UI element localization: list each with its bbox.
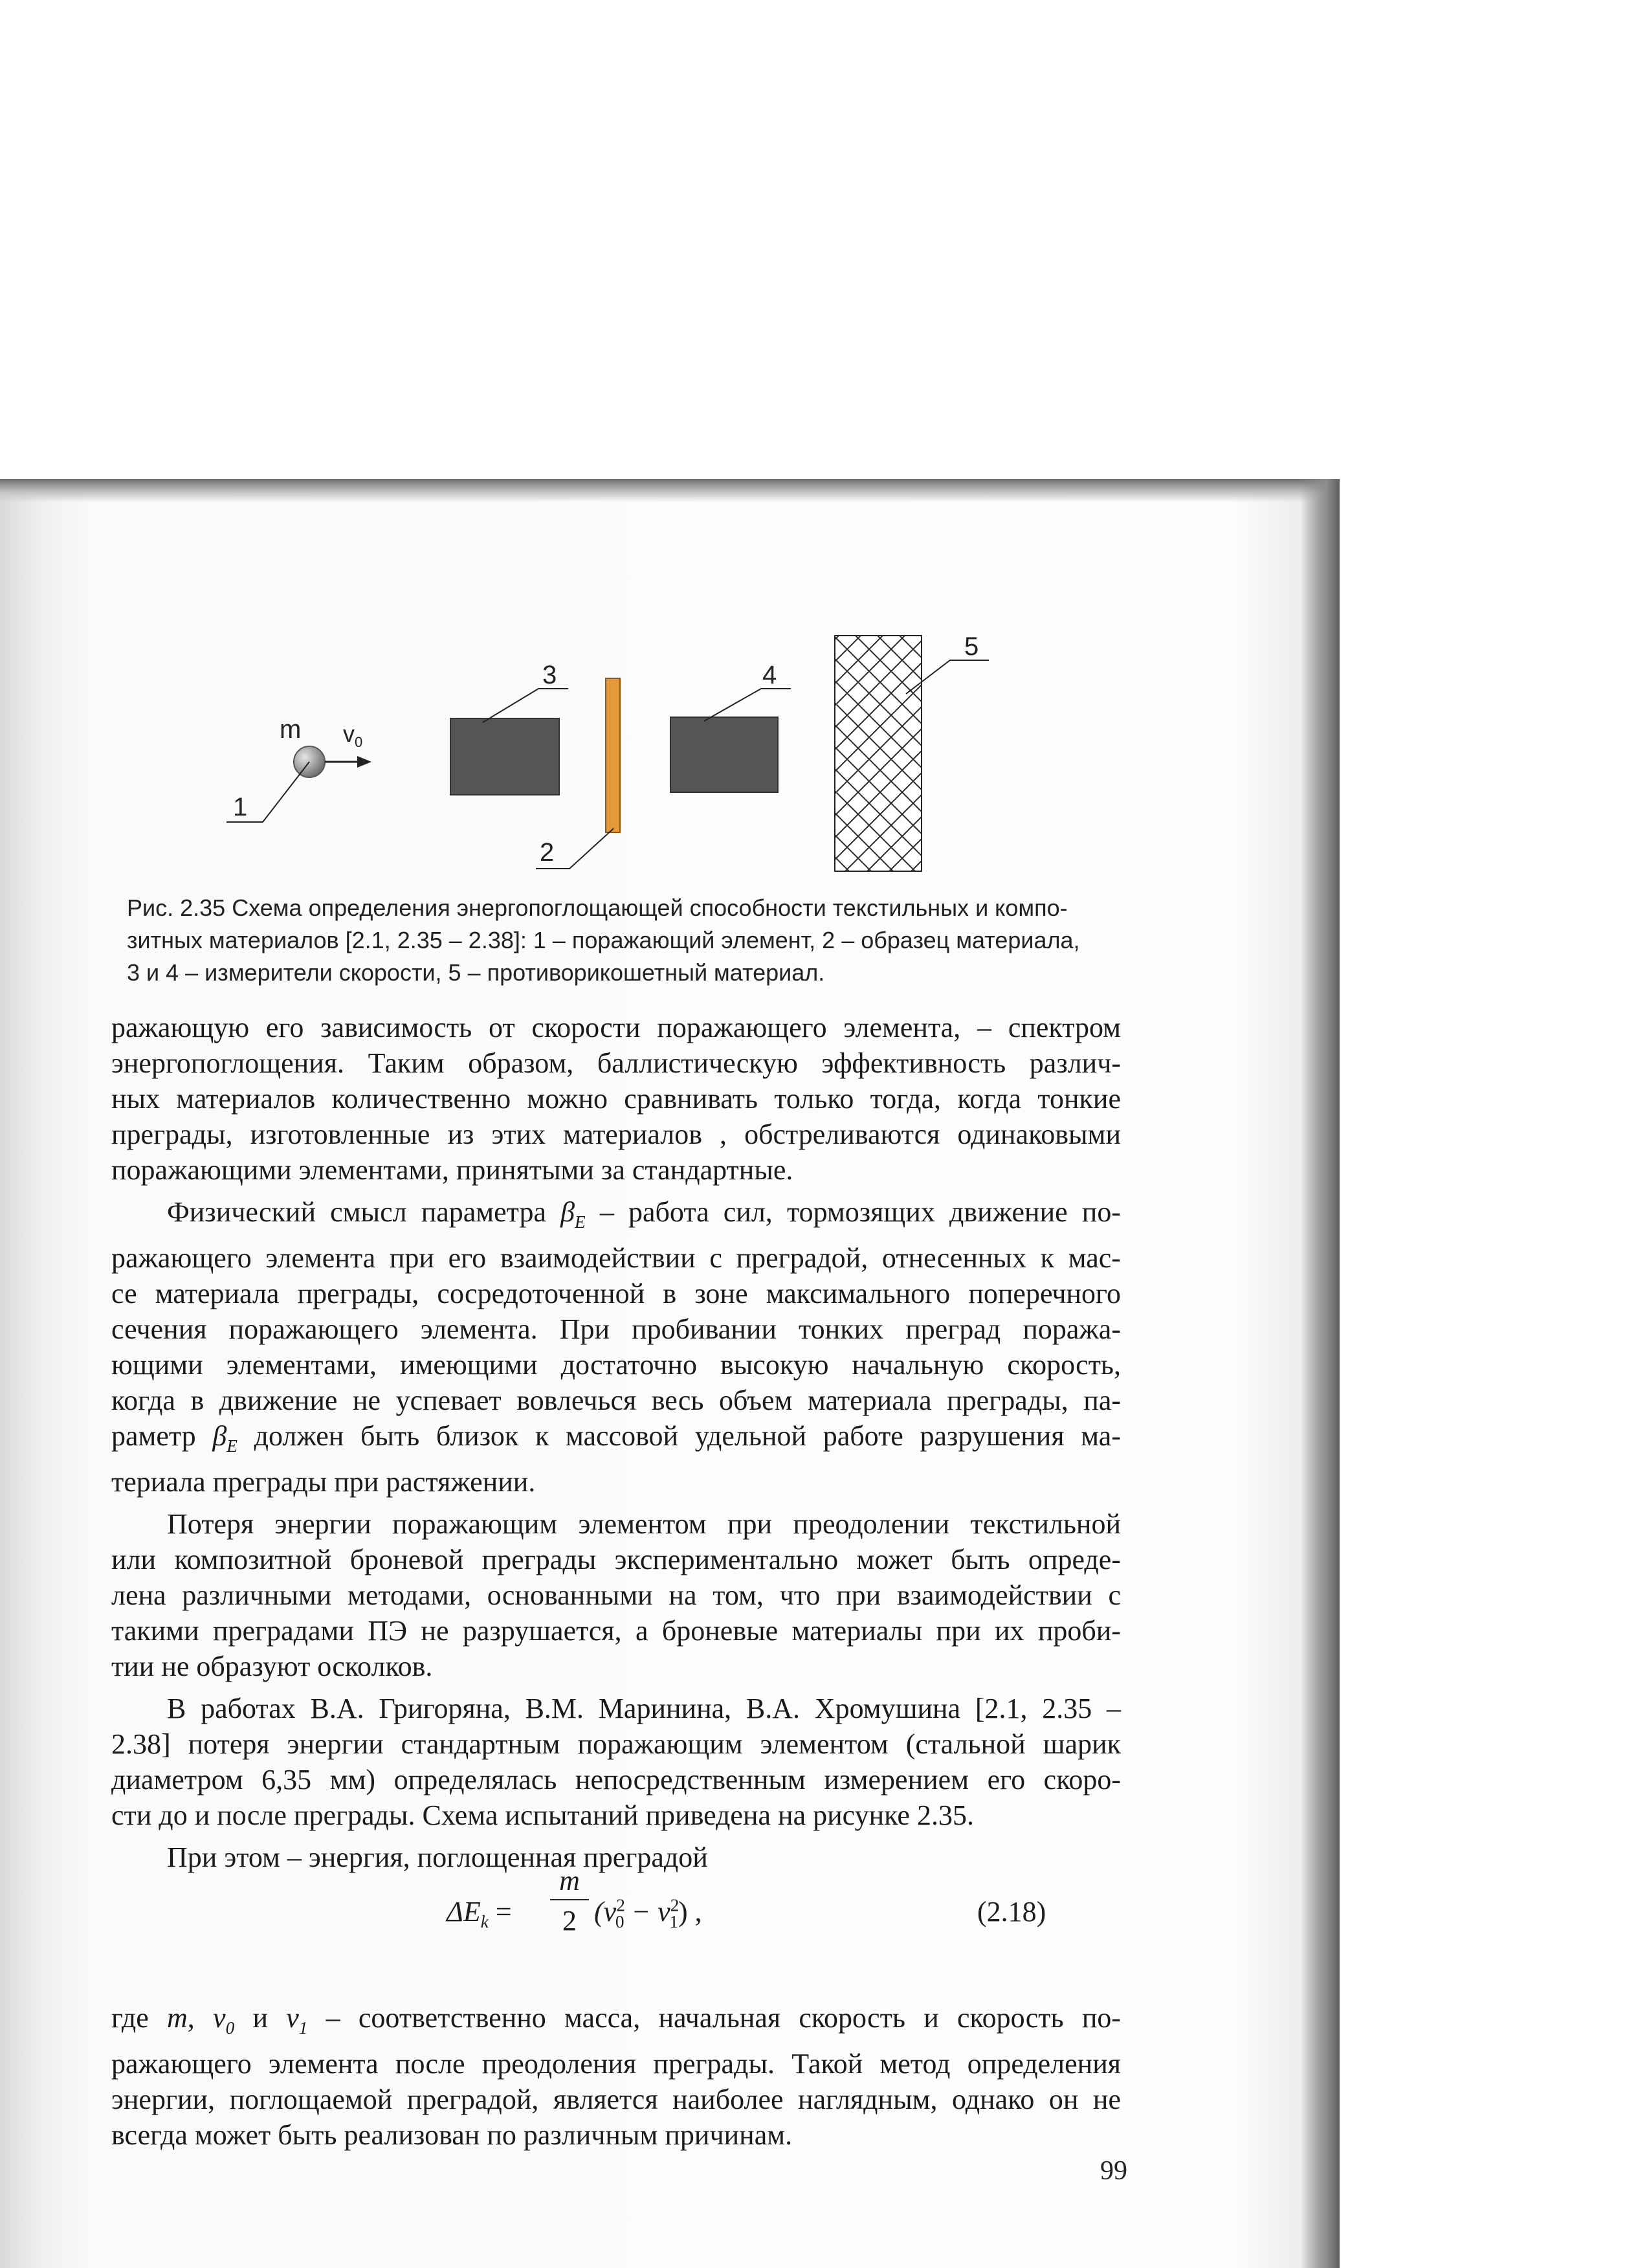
velocity-label: $v_0$ <box>343 720 363 750</box>
beta-symbol: $\beta_E$ <box>560 1196 586 1232</box>
label-5: 5 <box>964 632 979 661</box>
text-line: диаметром 6,35 мм) определялась непосредственным измерением его скоро- <box>111 1763 1121 1796</box>
text-line: ражающего элемента после преодоления преграды. Такой метод определения <box>111 2047 1121 2080</box>
text-line: ражающую его зависимость от скорости поражающего элемента, – спектром <box>111 1012 1121 1043</box>
text-line: сечения поражающего элемента. При пробивании тонких преград поража- <box>111 1313 1121 1345</box>
text-line: сти до и после преграды. Схема испытаний приведена на рисунке 2.35. <box>111 1799 974 1831</box>
speed-meter-4 <box>670 717 778 792</box>
text-line: ющими элементами, имеющими достаточно высокую начальную скорость, <box>111 1348 1121 1381</box>
label-3: 3 <box>542 661 557 689</box>
text-line: преграды, изготовленные из этих материалов , обстреливаются одинаковыми <box>111 1118 1121 1150</box>
label-4: 4 <box>762 661 777 689</box>
page-number: 99 <box>1100 2156 1127 2186</box>
body-text-after-formula <box>111 2000 1121 2153</box>
velocity-arrowhead <box>357 756 371 768</box>
leader-line-3 <box>483 689 568 722</box>
formula-2-18 <box>447 1864 1046 1981</box>
anti-ricochet-hatching <box>835 636 922 871</box>
mass-label: m <box>280 715 302 744</box>
text-line: При этом – энергия, поглощенная преградой <box>167 1841 708 1873</box>
text-line: такими преградами ПЭ не разрушается, а броневые материалы при их проби- <box>111 1614 1121 1647</box>
label-1: 1 <box>233 793 248 821</box>
caption-line: 3 и 4 – измерители скорости, 5 – противорикошетный материал. <box>127 959 825 986</box>
text-line: лена различными методами, основанными на том, что при взаимодействии с <box>111 1579 1121 1611</box>
formula-lhs: $\Delta E_k$ = <box>447 1896 512 1931</box>
body-text <box>111 1010 1121 1875</box>
formula-fraction: m 2 <box>550 1864 589 1937</box>
text-line: В работах В.А. Григоряна, В.М. Маринина, В.А. Хромушина [2.1, 2.35 – <box>167 1692 1121 1724</box>
text-line: энергии, поглощаемой преградой, является наиболее наглядным, однако он не <box>111 2083 1121 2115</box>
text-line: раметр $\beta_E$ должен быть близок к массовой удельной работе разрушения ма- <box>111 1419 1121 1456</box>
beta-symbol: $\beta_E$ <box>212 1419 238 1456</box>
speed-meter-3 <box>450 718 559 795</box>
text-line: Физический смысл параметра $\beta_E$ – работа сил, тормозящих движение по- <box>167 1196 1121 1232</box>
leader-line-4 <box>704 689 791 721</box>
text-line: Потеря энергии поражающим элементом при преодолении текстильной <box>167 1507 1121 1540</box>
text-line: ражающего элемента при его взаимодействии с преградой, отнесенных к мас- <box>111 1241 1121 1274</box>
material-sample-2 <box>606 678 620 832</box>
formula-rhs: $(v^2_0 - v^2_1)$ , <box>594 1895 702 1931</box>
text-line: поражающими элементами, принятыми за стандартные. <box>111 1154 793 1186</box>
text-line: териала преграды при растяжении. <box>111 1465 536 1498</box>
text-line: тии не образуют осколков. <box>111 1650 433 1682</box>
text-line: энергопоглощения. Таким образом, баллистическую эффективность различ- <box>111 1047 1121 1079</box>
figure-caption <box>127 892 1111 989</box>
text-line: или композитной броневой преграды экспериментально может быть опреде- <box>111 1543 1121 1575</box>
label-2: 2 <box>540 838 555 867</box>
text-line: ных материалов количественно можно сравнивать только тогда, когда тонкие <box>111 1083 1121 1115</box>
text-line: когда в движение не успевает вовлечься весь объем материала преграды, па- <box>111 1384 1121 1416</box>
text-line: всегда может быть реализован по различным причинам. <box>111 2118 793 2151</box>
caption-line: Рис. 2.35 Схема определения энергопоглощающей способности текстильных и компо- <box>127 895 1068 921</box>
text-line: се материала преграды, сосредоточенной в зоне максимального поперечного <box>111 1277 1121 1309</box>
text-line: 2.38] потеря энергии стандартным поражающим элементом (стальной шарик <box>111 1728 1121 1760</box>
caption-line: зитных материалов [2.1, 2.35 – 2.38]: 1 – поражающий элемент, 2 – образец материала, <box>127 927 1080 953</box>
text-line: где m, $v_0$ и $v_1$ – соответственно масса, начальная скорость и скорость по- <box>111 2002 1122 2038</box>
formula-number: (2.18) <box>977 1896 1046 1928</box>
